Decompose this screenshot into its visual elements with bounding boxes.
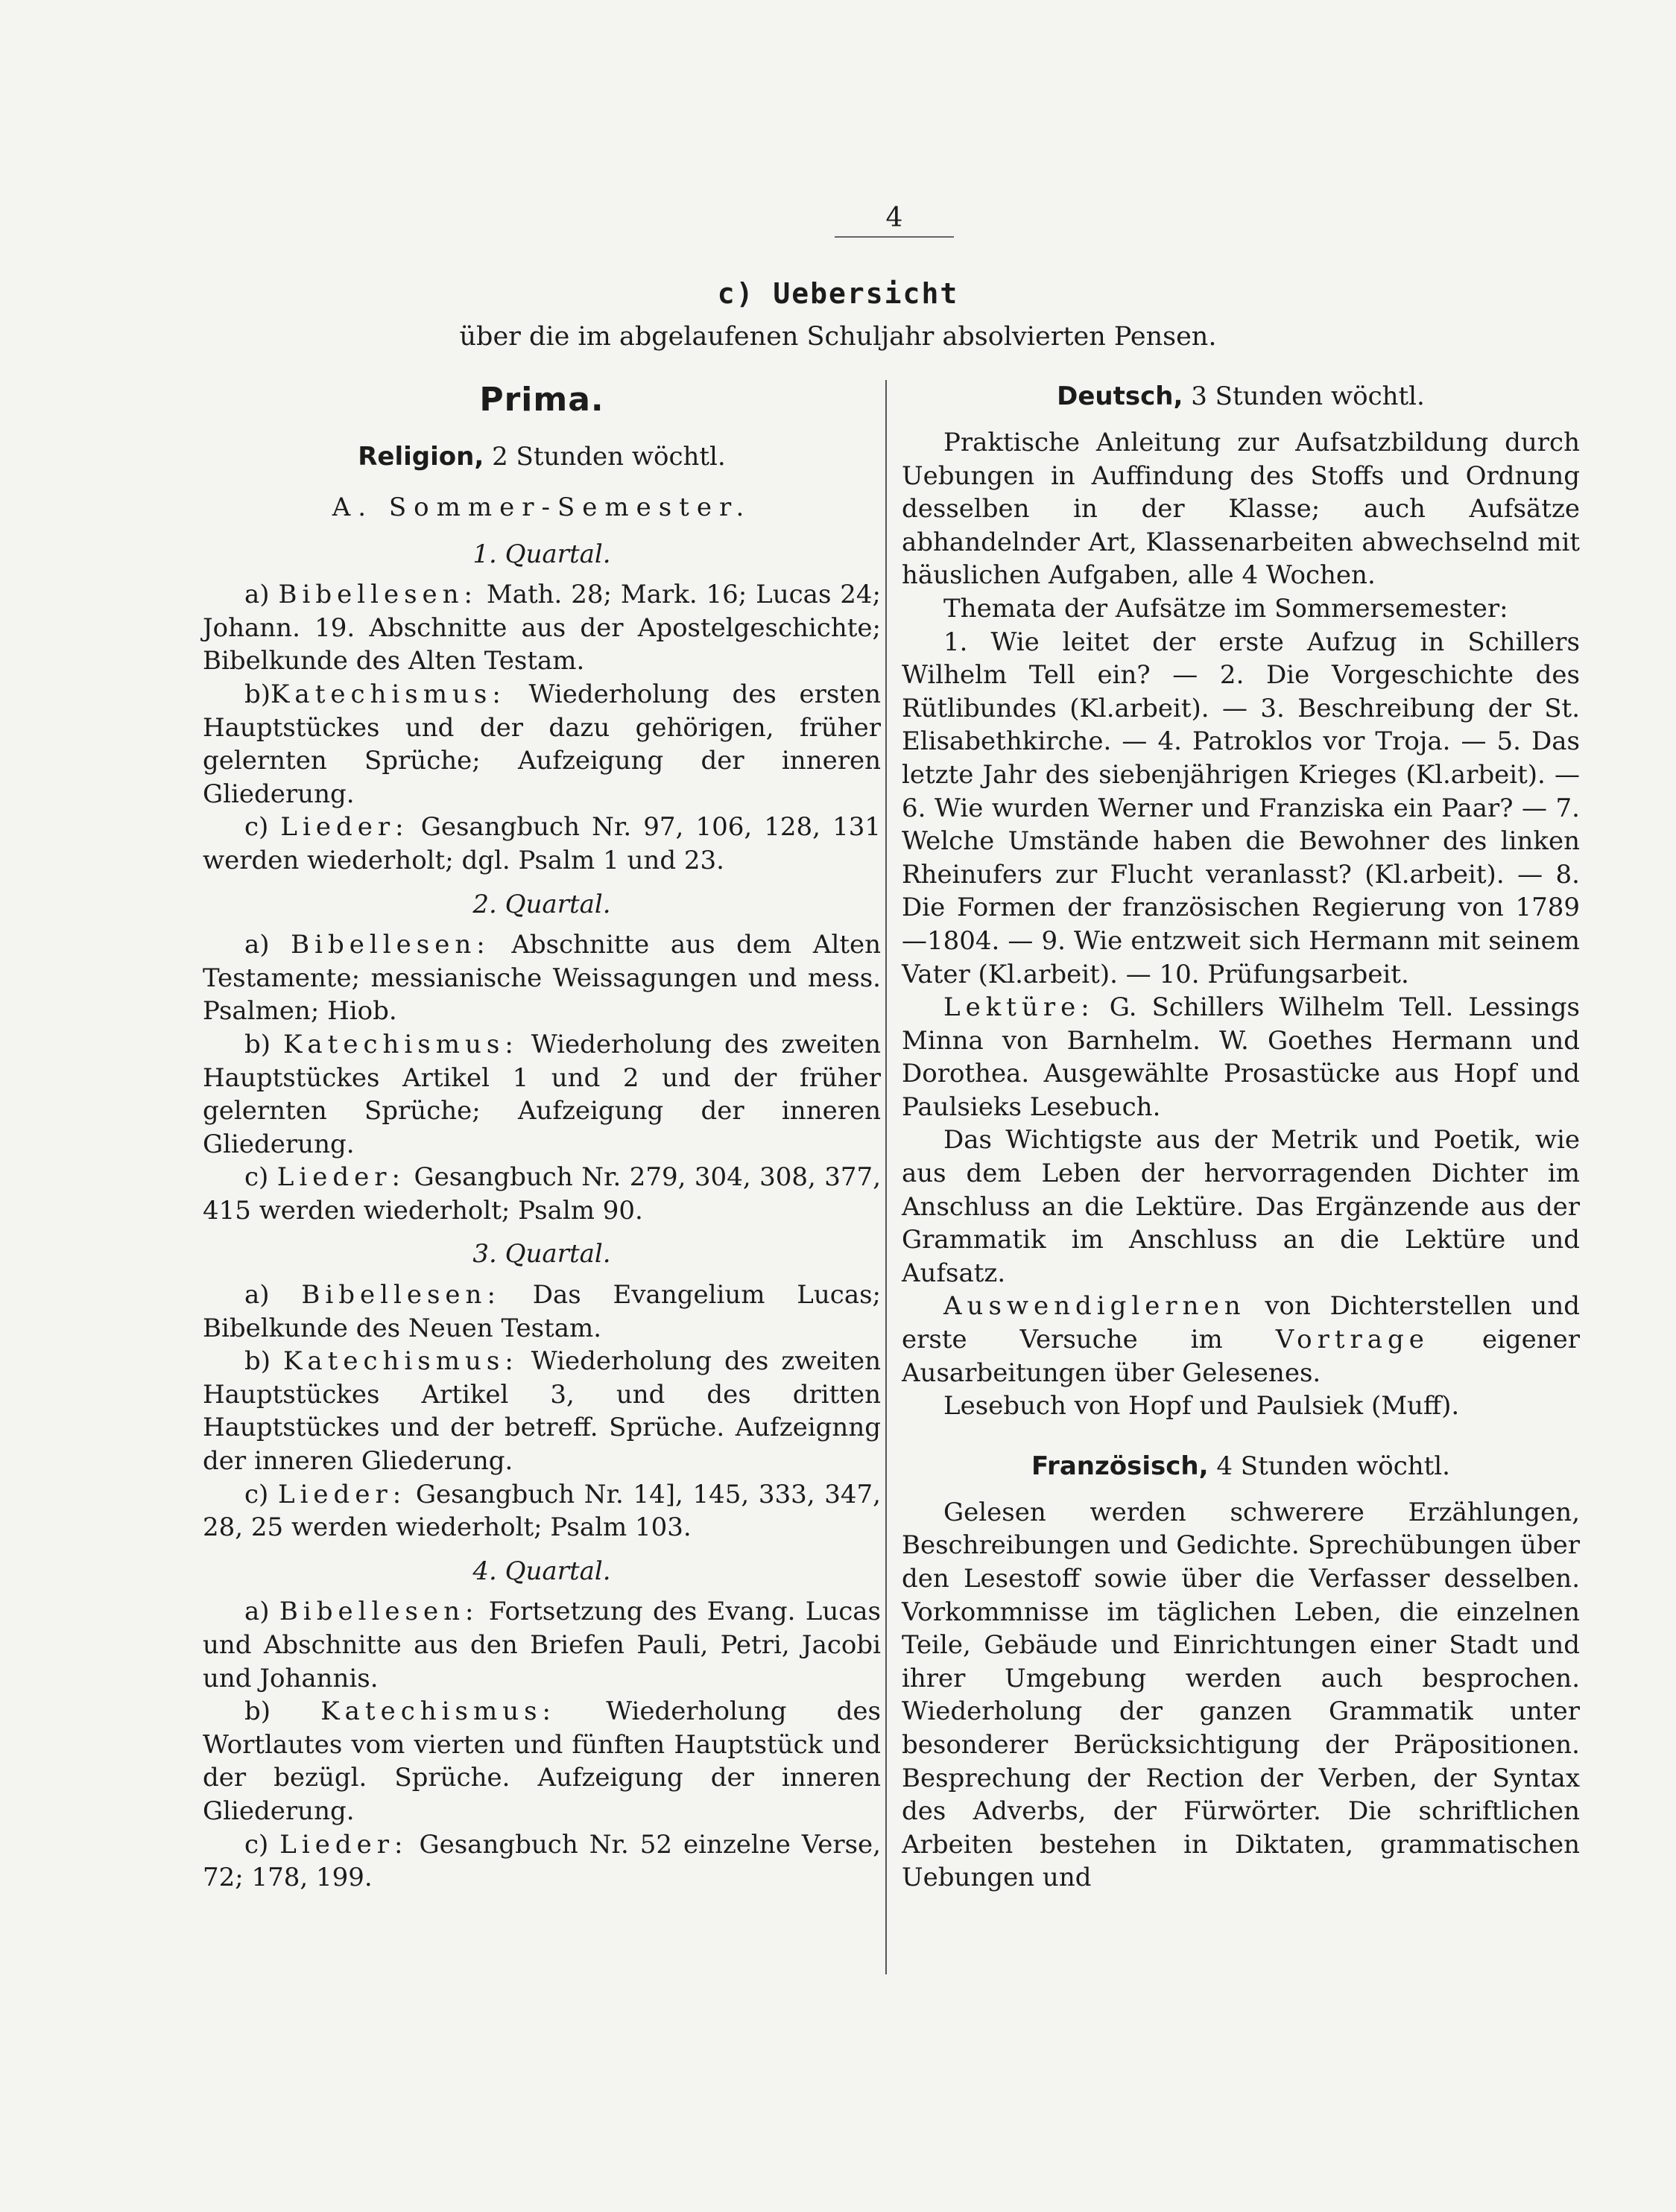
page-number: 4 — [835, 203, 954, 238]
subject-hours: 3 Stunden wöchtl. — [1183, 381, 1425, 411]
paragraph: c) Lieder: Gesangbuch Nr. 52 einzelne Verse, 72; 178, 199. — [203, 1829, 881, 1893]
section-title: c) Uebersicht — [717, 277, 959, 310]
paragraph: b) Katechismus: Wiederholung des zweiten Hauptstückes Artikel 1 und 2 und der früher gelernten Sprüche; Aufzeigung der inneren Gliederung. — [203, 1029, 882, 1159]
paragraph: c) Lieder: Gesangbuch Nr. 97, 106, 128, 131 werden wiederholt; dgl. Psalm 1 und 23. — [203, 812, 881, 875]
paragraph: c) Lieder: Gesangbuch Nr. 14], 145, 333, 347, 28, 25 werden wiederholt; Psalm 103. — [203, 1479, 881, 1543]
paragraph: Praktische Anleitung zur Aufsatzbildung durch Uebungen in Auffindung des Stoffs und Ordnung desselben in der Klasse; auch Aufsätze abhandelnder Art, Klassenarbeiten abwechselnd mit häuslichen Aufgaben, alle 4 Wochen. — [902, 428, 1580, 591]
quarter-heading: 3. Quartal. — [472, 1239, 611, 1270]
paragraph: b)Katechismus: Wiederholung des ersten Hauptstückes und der dazu gehörigen, früher gelernten Sprüche; Aufzeigung der inneren Gliederung. — [203, 679, 881, 809]
quarter-heading: 1. Quartal. — [472, 539, 611, 569]
paragraph: b) Katechismus: Wiederholung des Wortlautes vom vierten und fünften Hauptstück und der bezügl. Sprüche. Aufzeigung der inneren Gliederung. — [203, 1696, 882, 1826]
paragraph: a) Bibellesen: Abschnitte aus dem Alten Testamente; messianische Weissagungen und mess. Psalmen; Hiob. — [203, 930, 882, 1027]
subject-name: Deutsch, — [1057, 381, 1183, 411]
paragraph: c) Lieder: Gesangbuch Nr. 279, 304, 308, 377, 415 werden wiederholt; Psalm 90. — [203, 1162, 881, 1226]
subject-hours: 4 Stunden wöchtl. — [1208, 1451, 1450, 1481]
paragraph: Lektüre: G. Schillers Wilhelm Tell. Lessings Minna von Barnhelm. W. Goethes Hermann und Dorothea. Ausgewählte Prosastücke aus Hopf und Paulsieks Lesebuch. — [902, 992, 1580, 1122]
paragraph: a) Bibellesen: Das Evangelium Lucas; Bibelkunde des Neuen Testam. — [203, 1280, 882, 1343]
paragraph: Auswendiglernen von Dichterstellen und erste Versuche im Vortrage eigener Ausarbeitungen über Gelesenes. — [902, 1291, 1580, 1388]
subject-name: Religion, — [358, 442, 484, 472]
column-divider — [885, 380, 887, 1974]
class-heading: Prima. — [479, 381, 604, 419]
subject-deutsch-heading — [902, 378, 1580, 414]
quarter-heading: 2. Quartal. — [472, 889, 611, 919]
subject-name: Französisch, — [1031, 1451, 1209, 1481]
paragraph: Das Wichtigste aus der Metrik und Poetik, wie aus dem Leben der hervorragenden Dichter im Anschluss an die Lektüre. Das Ergänzende aus der Grammatik im Anschluss an die Lektüre und Aufsatz. — [902, 1125, 1580, 1288]
right-column — [902, 378, 1580, 1895]
paragraph: a) Bibellesen: Math. 28; Mark. 16; Lucas 24; Johann. 19. Abschnitte aus der Apostelgeschichte; Bibelkunde des Alten Testam. — [203, 580, 882, 676]
paragraph: 1. Wie leitet der erste Aufzug in Schillers Wilhelm Tell ein? — 2. Die Vorgeschichte des Rütlibundes (Kl.arbeit). — 3. Beschreibung der St. Elisabethkirche. — 4. Patroklos vor Troja. — 5. Das letzte Jahr des siebenjährigen Krieges (Kl.arbeit). — 6. Wie wurden Werner und Franziska ein Paar? — 7. Welche Umstände haben die Bewohner des linken Rheinufers zur Flucht veranlasst? (Kl.arbeit). — 8. Die Formen der französischen Regierung von 1789—1804. — 9. Wie entzweit sich Hermann mit seinem Vater (Kl.arbeit). — 10. Prüfungsarbeit. — [902, 627, 1580, 989]
quarter-heading: 4. Quartal. — [472, 1556, 611, 1586]
paragraph: Themata der Aufsätze im Sommersemester: — [943, 593, 1508, 624]
paragraph: Gelesen werden schwerere Erzählungen, Beschreibungen und Gedichte. Sprechübungen über den Lesestoff sowie über die Verfasser desselben. Vorkommnisse im täglichen Leben, die einzelnen Teile, Gebäude und Einrichtungen einer Stadt und ihrer Umgebung werden auch besprochen. Wiederholung der ganzen Grammatik unter besonderer Berücksichtigung der Präpositionen. Besprechung der Rection der Verben, der Syntax des Adverbs, der Fürwörter. Die schriftlichen Arbeiten bestehen in Diktaten, grammatischen Uebungen und — [902, 1497, 1580, 1893]
subject-franzoesisch-heading — [902, 1448, 1580, 1484]
subject-religion-heading — [203, 439, 881, 475]
left-column — [203, 376, 881, 1895]
paragraph: Lesebuch von Hopf und Paulsiek (Muff). — [943, 1391, 1460, 1422]
paragraph: b) Katechismus: Wiederholung des zweiten Hauptstückes Artikel 3, und des dritten Hauptstückes und der betreff. Sprüche. Aufzeignng der inneren Gliederung. — [203, 1346, 882, 1477]
section-subtitle: über die im abgelaufenen Schuljahr absolvierten Pensen. — [459, 322, 1217, 352]
paragraph: a) Bibellesen: Fortsetzung des Evang. Lucas und Abschnitte aus den Briefen Pauli, Petri, Jacobi und Johannis. — [203, 1597, 882, 1693]
semester-heading: A. Sommer-Semester. — [332, 492, 752, 522]
subject-hours: 2 Stunden wöchtl. — [484, 442, 726, 472]
